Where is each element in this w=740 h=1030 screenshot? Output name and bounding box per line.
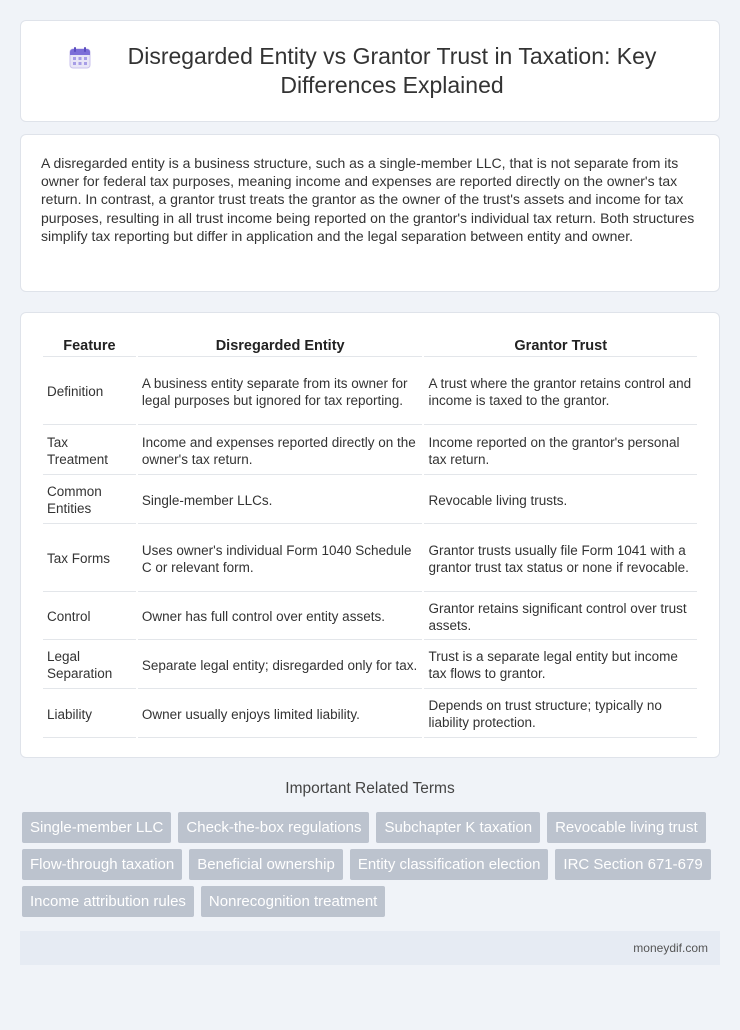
related-terms-list (20, 812, 720, 923)
related-terms-heading: Important Related Terms (285, 780, 455, 797)
grantor-trust-cell: Trust is a separate legal entity but income tax flows to grantor. (424, 642, 697, 689)
table-header-row (43, 335, 697, 357)
calendar-icon (68, 46, 92, 70)
footer (20, 931, 720, 965)
related-term-tag[interactable]: Revocable living trust (547, 812, 706, 843)
table-row (43, 642, 697, 689)
comparison-card (20, 312, 720, 758)
header-disregarded-entity: Disregarded Entity (138, 335, 423, 357)
disregarded-entity-cell: A business entity separate from its owner for legal purposes but ignored for tax reporting. (138, 359, 423, 425)
disregarded-entity-cell: Owner has full control over entity assets. (138, 594, 423, 640)
related-term-tag[interactable]: Check-the-box regulations (178, 812, 369, 843)
related-term-tag[interactable]: Subchapter K taxation (376, 812, 540, 843)
title-card (20, 20, 720, 122)
related-term-tag[interactable]: Single-member LLC (22, 812, 171, 843)
site-name[interactable]: moneydif.com (633, 941, 708, 955)
grantor-trust-cell: Income reported on the grantor's personal tax return. (424, 427, 697, 475)
related-term-tag[interactable]: Flow-through taxation (22, 849, 182, 880)
disregarded-entity-cell: Owner usually enjoys limited liability. (138, 691, 423, 738)
grantor-trust-cell: Revocable living trusts. (424, 477, 697, 524)
table-row (43, 427, 697, 475)
table-row (43, 359, 697, 425)
feature-cell: Common Entities (43, 477, 136, 524)
disregarded-entity-cell: Separate legal entity; disregarded only for tax. (138, 642, 423, 689)
table-row (43, 526, 697, 592)
table-row (43, 477, 697, 524)
table-row (43, 594, 697, 640)
grantor-trust-cell: Grantor trusts usually file Form 1041 with a grantor trust tax status or none if revocable. (424, 526, 697, 592)
disregarded-entity-cell: Income and expenses reported directly on the owner's tax return. (138, 427, 423, 475)
related-term-tag[interactable]: Entity classification election (350, 849, 549, 880)
disregarded-entity-cell: Single-member LLCs. (138, 477, 423, 524)
page-title: Disregarded Entity vs Grantor Trust in Taxation: Key Differences Explained (127, 43, 657, 98)
grantor-trust-cell: Grantor retains significant control over trust assets. (424, 594, 697, 640)
feature-cell: Control (43, 594, 136, 640)
related-term-tag[interactable]: IRC Section 671-679 (555, 849, 710, 880)
related-term-tag[interactable]: Income attribution rules (22, 886, 194, 917)
feature-cell: Tax Treatment (43, 427, 136, 475)
disregarded-entity-cell: Uses owner's individual Form 1040 Schedule C or relevant form. (138, 526, 423, 592)
feature-cell: Tax Forms (43, 526, 136, 592)
related-term-tag[interactable]: Nonrecognition treatment (201, 886, 385, 917)
grantor-trust-cell: A trust where the grantor retains control and income is taxed to the grantor. (424, 359, 697, 425)
header-grantor-trust: Grantor Trust (424, 335, 697, 357)
header-feature: Feature (43, 335, 136, 357)
feature-cell: Legal Separation (43, 642, 136, 689)
table-row (43, 691, 697, 738)
related-term-tag[interactable]: Beneficial ownership (189, 849, 343, 880)
intro-card (20, 134, 720, 292)
feature-cell: Definition (43, 359, 136, 425)
comparison-table (41, 333, 699, 740)
intro-paragraph: A disregarded entity is a business structure, such as a single-member LLC, that is not separate from its owner for federal tax purposes, meaning income and expenses are reported directly on the owner's tax return. In contrast, a grantor trust treats the grantor as the owner of the trust's assets and income for tax purposes, resulting in all trust income being reported on the grantor's individual tax return. Both structures simplify tax reporting but differ in application and the legal separation between entity and owner. (41, 155, 695, 244)
grantor-trust-cell: Depends on trust structure; typically no liability protection. (424, 691, 697, 738)
feature-cell: Liability (43, 691, 136, 738)
